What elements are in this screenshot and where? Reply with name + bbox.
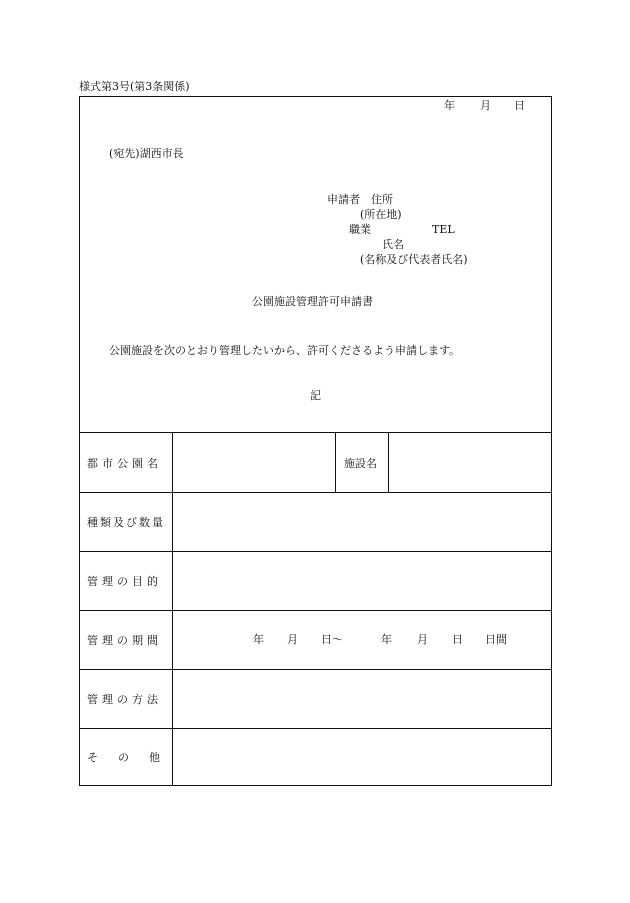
method-cell[interactable] — [173, 670, 551, 728]
other-cell[interactable] — [173, 729, 551, 785]
ki-notation: 記 — [310, 389, 321, 402]
date-month-label: 月 — [480, 99, 491, 112]
period-label-text: 管理の期間 — [87, 634, 162, 647]
period-start-month: 月 — [287, 633, 298, 646]
period-end-month: 月 — [417, 633, 428, 646]
applicant-name-label: 氏名 — [382, 238, 404, 251]
park-name-label — [80, 433, 172, 492]
applicant-occupation-label: 職業 — [349, 223, 371, 236]
purpose-label — [80, 552, 172, 610]
park-name-label-text: 都市公園名 — [87, 456, 162, 470]
applicant-location-label: (所在地) — [360, 208, 402, 221]
other-label-text: その他 — [87, 751, 180, 764]
period-label — [80, 611, 172, 669]
facility-name-cell[interactable] — [389, 433, 551, 492]
method-label — [80, 670, 172, 728]
type-quantity-label — [80, 493, 172, 551]
purpose-label-text: 管理の目的 — [87, 575, 162, 588]
date-year-label: 年 — [444, 99, 455, 112]
period-days: 日間 — [485, 633, 507, 646]
facility-name-label: 施設名 — [344, 457, 377, 470]
request-statement: 公園施設を次のとおり管理したいから、許可くださるよう申請します。 — [109, 344, 461, 357]
other-label — [80, 729, 180, 785]
facility-label-left-divider — [335, 432, 336, 492]
applicant-heading: 申請者 — [327, 193, 360, 206]
period-start-year: 年 — [253, 633, 264, 646]
addressee: (宛先)湖西市長 — [109, 147, 184, 160]
document-title: 公園施設管理許可申請書 — [252, 295, 373, 308]
purpose-cell[interactable] — [173, 552, 551, 610]
type-quantity-cell[interactable] — [173, 493, 551, 551]
form-number-label: 様式第3号(第3条関係) — [79, 80, 190, 93]
applicant-address-label: 住所 — [371, 193, 393, 206]
park-name-cell[interactable] — [173, 433, 335, 492]
applicant-tel-label: TEL — [432, 223, 455, 236]
date-day-label: 日 — [514, 99, 525, 112]
application-form-frame — [79, 96, 552, 786]
period-start-day: 日〜 — [321, 633, 343, 646]
period-end-year: 年 — [381, 633, 392, 646]
period-end-day: 日 — [452, 633, 463, 646]
type-quantity-label-text: 種類及び数量 — [87, 516, 165, 529]
method-label-text: 管理の方法 — [87, 693, 162, 706]
applicant-name-note: (名称及び代表者氏名) — [360, 253, 468, 266]
